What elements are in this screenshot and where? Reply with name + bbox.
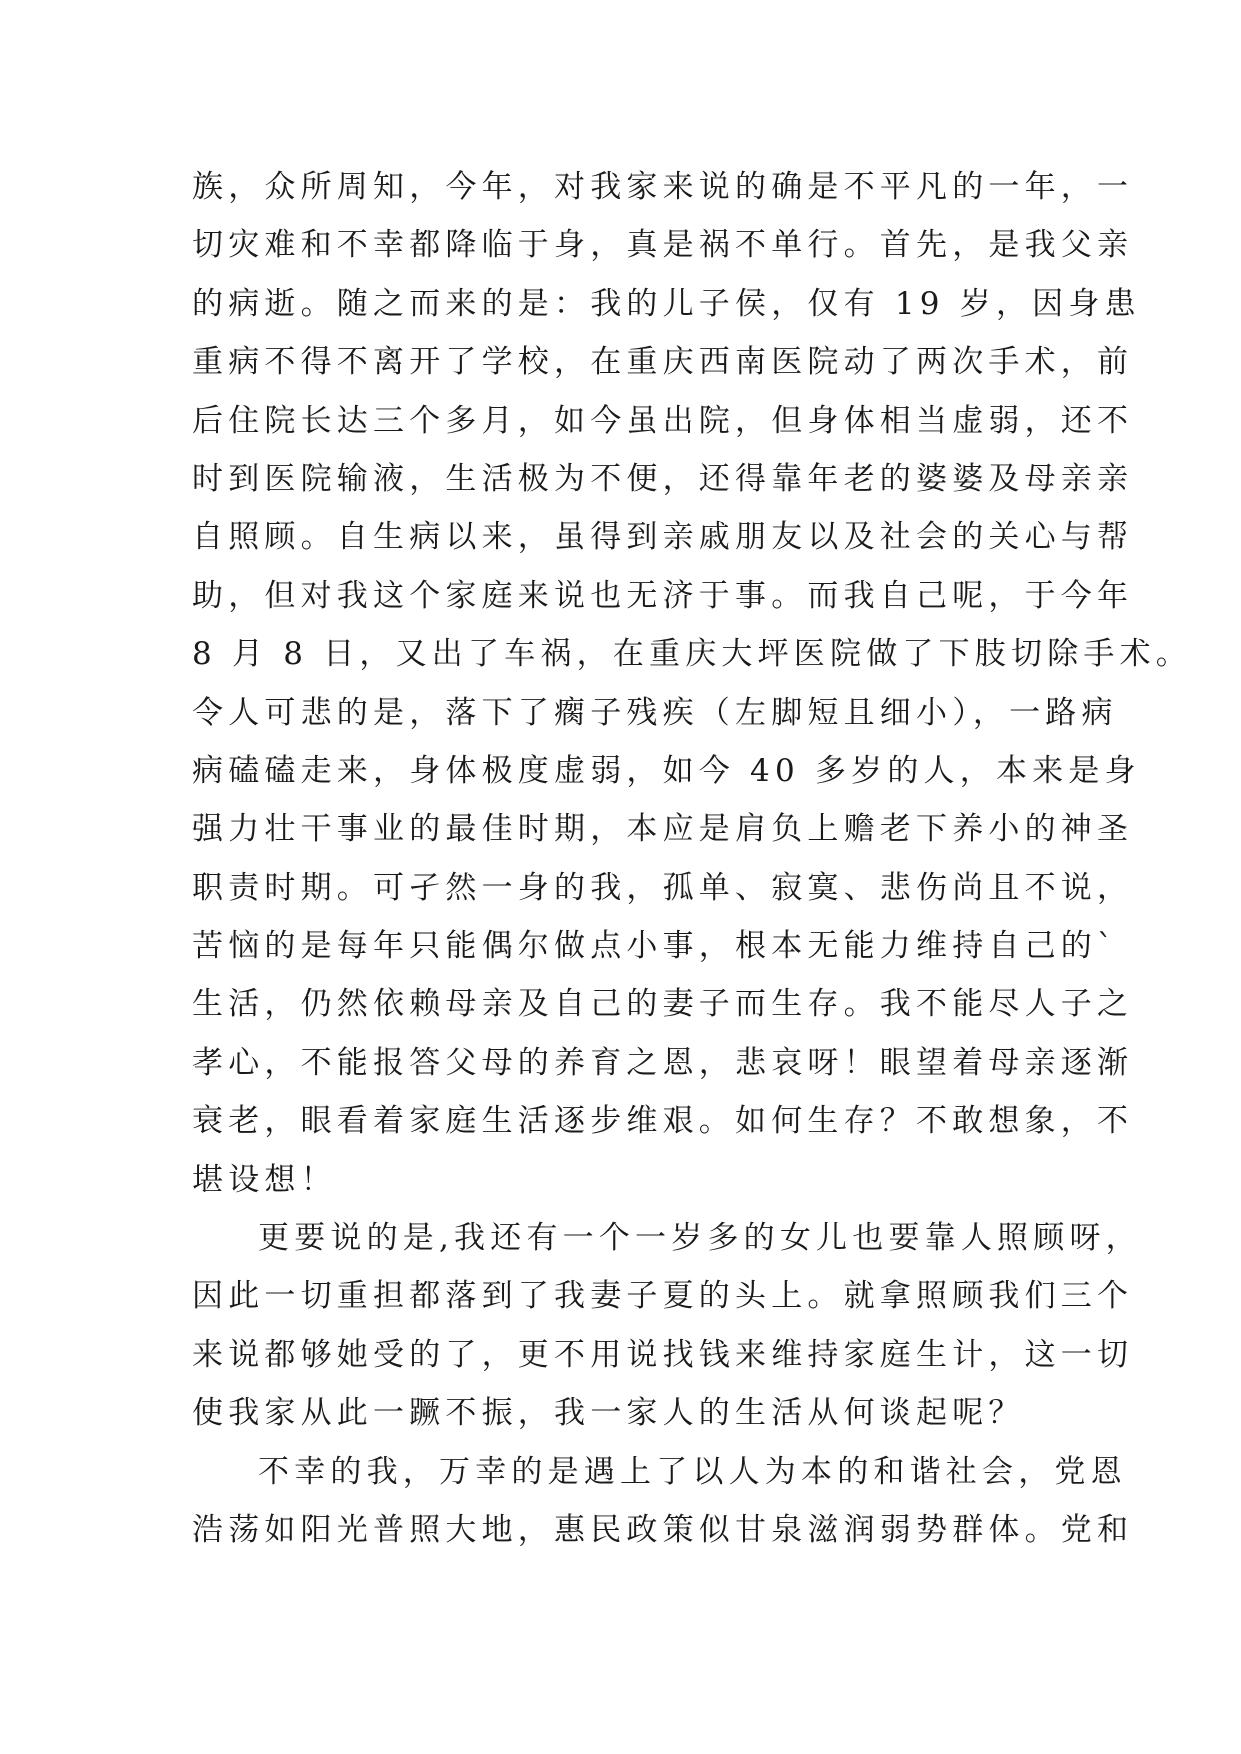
text-line: 来说都够她受的了，更不用说找钱来维持家庭生计，这一切	[192, 1336, 1134, 1373]
text-line: 浩荡如阳光普照大地，惠民政策似甘泉滋润弱势群体。党和	[192, 1511, 1134, 1548]
text-line: 孝心，不能报答父母的养育之恩，悲哀呀！眼望着母亲逐渐	[192, 1044, 1134, 1081]
text-line: 助，但对我这个家庭来说也无济于事。而我自己呢，于今年	[192, 577, 1134, 614]
text-line: 切灾难和不幸都降临于身，真是祸不单行。首先，是我父亲	[192, 227, 1134, 264]
text-line: 后住院长达三个多月，如今虽出院，但身体相当虚弱，还不	[192, 402, 1134, 439]
text-line: 强力壮干事业的最佳时期，本应是肩负上赡老下养小的神圣	[192, 811, 1134, 848]
text-line: 苦恼的是每年只能偶尔做点小事，根本无能力维持自己的`	[192, 928, 1118, 965]
text-line: 时到医院输液，生活极为不便，还得靠年老的婆婆及母亲亲	[192, 460, 1134, 497]
text-line: 堪设想！	[192, 1161, 337, 1198]
text-line: 使我家从此一蹶不振，我一家人的生活从何谈起呢？	[192, 1395, 1025, 1432]
text-line: 族，众所周知，今年，对我家来说的确是不平凡的一年，一	[192, 169, 1134, 205]
text-line: 病磕磕走来，身体极度虚弱，如今 40 多岁的人，本来是身	[192, 752, 1141, 789]
text-line: 职责时期。可孑然一身的我，孤单、寂寞、悲伤尚且不说，	[192, 869, 1134, 906]
text-line-indented: 不幸的我，万幸的是遇上了以人为本的和谐社会，党恩	[258, 1453, 1127, 1490]
text-line-indented: 更要说的是,我还有一个一岁多的女儿也要靠人照顾呀，	[258, 1220, 1142, 1257]
text-line: 的病逝。随之而来的是：我的儿子侯，仅有 19 岁，因身患	[192, 285, 1141, 322]
body-text	[192, 158, 1193, 1559]
text-line: 重病不得不离开了学校，在重庆西南医院动了两次手术，前	[192, 344, 1134, 381]
text-line: 衰老，眼看着家庭生活逐步维艰。如何生存？不敢想象，不	[192, 1103, 1134, 1140]
text-line: 令人可悲的是，落下了瘸子残疾（左脚短且细小），一路病	[192, 694, 1118, 731]
text-line: 生活，仍然依赖母亲及自己的妻子而生存。我不能尽人子之	[192, 986, 1134, 1023]
text-line: 8 月 8 日，又出了车祸，在重庆大坪医院做了下肢切除手术。	[192, 636, 1193, 673]
text-line: 自照顾。自生病以来，虽得到亲戚朋友以及社会的关心与帮	[192, 519, 1134, 556]
text-line: 因此一切重担都落到了我妻子夏的头上。就拿照顾我们三个	[192, 1278, 1134, 1315]
